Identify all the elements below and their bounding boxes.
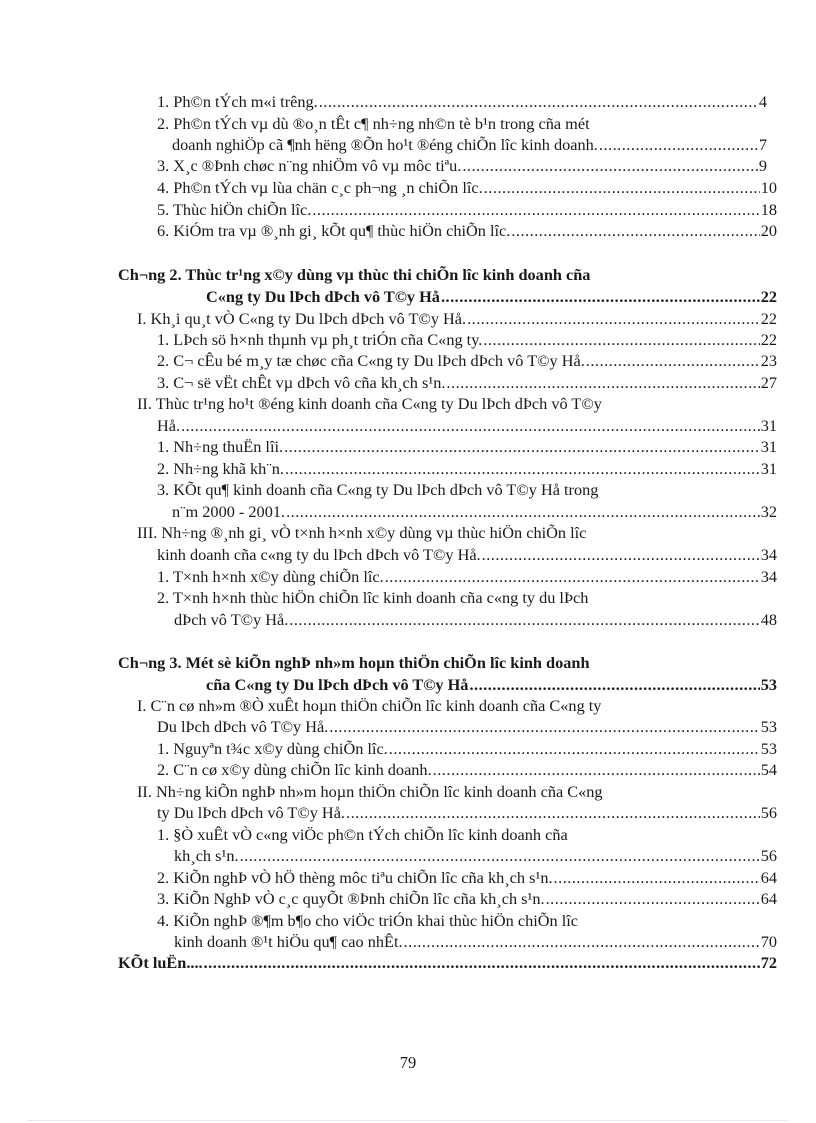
- toc-entry: n¨m 2000 - 2001. ..... 32: [172, 501, 777, 523]
- toc-entry: kinh doanh ®¹t hiÖu qu¶ cao nhÊt. ..... 70: [174, 931, 777, 953]
- toc-entry: 3. KiÕn NghÞ vÒ c¸c quyÕt ®Þnh chiÕn lîc cña kh¸ch s¹n. ..... 64: [157, 888, 777, 910]
- toc-entry: 4. Ph©n tÝch vµ lùa chän c¸c ph¬ng ¸n chiÕn lîc. ..... 10: [157, 177, 777, 199]
- chapter-heading: Ch¬ng 2. Thùc tr¹ng x©y dùng vµ thùc thi chiÕn lîc kinh doanh cña: [118, 265, 591, 284]
- toc-entry: kinh doanh cña c«ng ty du lÞch dÞch vô T©y Hå. ..... 34: [157, 544, 777, 566]
- toc-entry: 2. C¨n cø x©y dùng chiÕn lîc kinh doanh. ..... 54: [157, 759, 777, 781]
- toc-entry: II. Thùc tr¹ng ho¹t ®éng kinh doanh cña C«ng ty Du lÞch dÞch vô T©y: [137, 394, 602, 413]
- toc-entry: 1. LÞch sö h×nh thµnh vµ ph¸t triÓn cña C«ng ty. ..... 22: [157, 329, 777, 351]
- toc-entry: 6. KiÓm tra vµ ®¸nh gi¸ kÕt qu¶ thùc hiÖn chiÕn lîc. ..... 20: [157, 220, 777, 242]
- toc-entry: cña C«ng ty Du lÞch dÞch vô T©y Hå ..... 53: [206, 674, 777, 696]
- toc-entry: I. Kh¸i qu¸t vÒ C«ng ty Du lÞch dÞch vô T©y Hå. ..... 22: [137, 308, 777, 330]
- chapter-heading: Ch¬ng 3. Mét sè kiÕn nghÞ nh»m hoµn thiÖn chiÕn lîc kinh doanh: [118, 653, 590, 672]
- toc-entry: kh¸ch s¹n. ..... 56: [174, 845, 777, 867]
- toc-entry: dÞch vô T©y Hå. ..... 48: [174, 609, 777, 631]
- toc-entry: III. Nh÷ng ®¸nh gi¸ vÒ t×nh h×nh x©y dùng vµ thùc hiÖn chiÕn lîc: [137, 523, 587, 542]
- toc-entry: 2. Nh÷ng khã kh¨n. ..... 31: [157, 458, 777, 480]
- toc-entry: 2. T×nh h×nh thùc hiÖn chiÕn lîc kinh doanh cña c«ng ty du lÞch: [157, 588, 589, 607]
- page-bottom-rule: [28, 1120, 788, 1121]
- toc-entry: C«ng ty Du lÞch dÞch vô T©y Hå ..... 22: [206, 286, 777, 308]
- toc-entry: 3. X¸c ®Þnh chøc n¨ng nhiÖm vô vµ môc tiªu. ..... 9: [157, 155, 767, 177]
- toc-entry: Du lÞch dÞch vô T©y Hå. ..... 53: [157, 716, 777, 738]
- toc-entry: 5. Thùc hiÖn chiÕn lîc. ..... 18: [157, 199, 777, 221]
- toc-entry: 1. T×nh h×nh x©y dùng chiÕn lîc. ..... 34: [157, 566, 777, 588]
- toc-entry: 2. C¬ cÊu bé m¸y tæ chøc cña C«ng ty Du lÞch dÞch vô T©y Hå. ..... 23: [157, 350, 777, 372]
- toc-entry: 3. KÕt qu¶ kinh doanh cña C«ng ty Du lÞch dÞch vô T©y Hå trong: [157, 480, 599, 499]
- toc-entry: II. Nh÷ng kiÕn nghÞ nh»m hoµn thiÖn chiÕn lîc kinh doanh cña C«ng: [137, 782, 603, 801]
- toc-entry: 1. Ph©n tÝch m«i trêng. ..... 4: [157, 91, 767, 113]
- toc-entry: Hå. ..... 31: [157, 415, 777, 437]
- toc-entry: 1. Nh÷ng thuËn lîi. ..... 31: [157, 436, 777, 458]
- toc-entry: doanh nghiÖp cã ¶nh hëng ®Õn ho¹t ®éng chiÕn lîc kinh doanh. ..... 7: [172, 134, 767, 156]
- toc-entry: I. C¨n cø nh»m ®Ò xuÊt hoµn thiÖn chiÕn lîc kinh doanh cña C«ng ty: [137, 696, 602, 715]
- toc-entry: ty Du lÞch dÞch vô T©y Hå. ..... 56: [157, 802, 777, 824]
- toc-entry: KÕt luËn.... ..... 72: [118, 952, 777, 974]
- toc-entry: 3. C¬ së vËt chÊt vµ dÞch vô cña kh¸ch s¹n. ..... 27: [157, 372, 777, 394]
- toc-entry: 2. KiÕn nghÞ vÒ hÖ thèng môc tiªu chiÕn lîc cña kh¸ch s¹n. ..... 64: [157, 867, 777, 889]
- page-number: 79: [399, 1053, 417, 1072]
- toc-entry: 2. Ph©n tÝch vµ dù ®o¸n tÊt c¶ nh÷ng nh©n tè b¹n trong cña mét: [157, 114, 590, 133]
- toc-entry: 1. §Ò xuÊt vÒ c«ng viÖc ph©n tÝch chiÕn lîc kinh doanh cña: [157, 825, 568, 844]
- toc-entry: 4. KiÕn nghÞ ®¶m b¶o cho viÖc triÓn khai thùc hiÖn chiÕn lîc: [157, 911, 578, 930]
- toc-entry: 1. Nguyªn t¾c x©y dùng chiÕn lîc. ..... 53: [157, 738, 777, 760]
